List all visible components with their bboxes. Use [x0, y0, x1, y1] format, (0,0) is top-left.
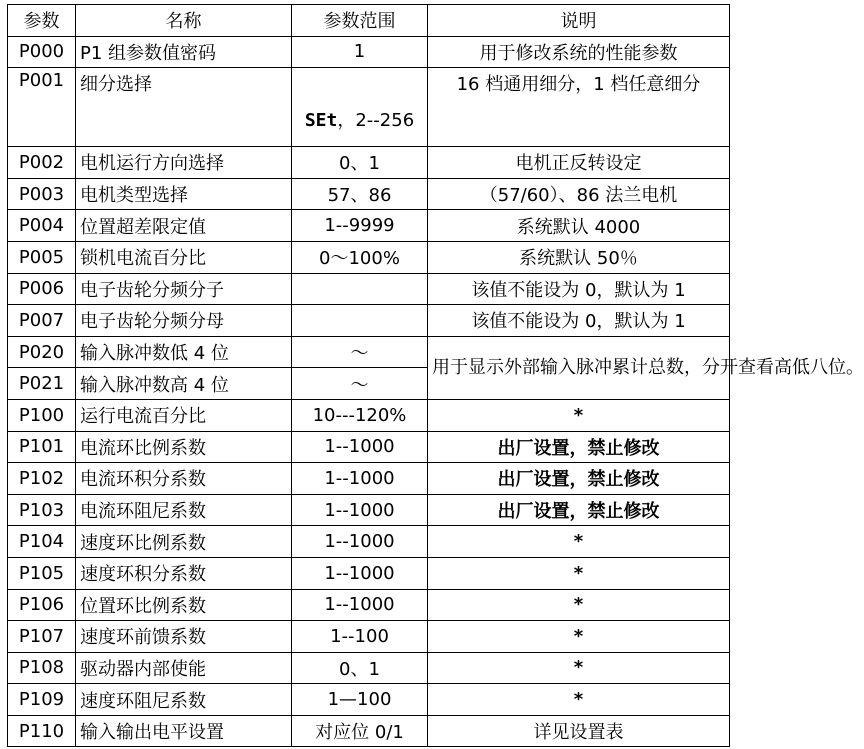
param-code: P109 — [8, 684, 76, 716]
param-code: P001 — [8, 68, 76, 147]
table-row — [8, 557, 730, 589]
table-row — [8, 715, 730, 747]
parameter-table — [7, 4, 864, 747]
param-range: 10---120% — [292, 399, 428, 431]
param-code: P020 — [8, 336, 76, 368]
param-range — [292, 68, 428, 147]
param-range: 57、86 — [292, 178, 428, 210]
table-row — [8, 178, 730, 210]
param-name: 速度环阻尼系数 — [76, 684, 292, 716]
table-row — [8, 399, 730, 431]
param-desc: 用于修改系统的性能参数 — [428, 36, 730, 68]
param-desc: 出厂设置，禁止修改 — [428, 431, 730, 463]
param-name: 运行电流百分比 — [76, 399, 292, 431]
table-row — [8, 431, 730, 463]
param-code: P107 — [8, 621, 76, 653]
param-name: 电机运行方向选择 — [76, 147, 292, 179]
param-range — [292, 273, 428, 305]
param-code: P108 — [8, 652, 76, 684]
param-range — [292, 305, 428, 337]
param-name: 位置环比例系数 — [76, 589, 292, 621]
param-desc: 出厂设置，禁止修改 — [428, 494, 730, 526]
param-name: 细分选择 — [76, 68, 292, 147]
param-code: P101 — [8, 431, 76, 463]
param-range: 1--1000 — [292, 494, 428, 526]
param-name: 输入脉冲数高 4 位 — [76, 368, 292, 400]
table-row — [8, 494, 730, 526]
header-code: 参数 — [8, 5, 76, 37]
param-range-set: SEt — [304, 110, 338, 132]
param-code: P110 — [8, 715, 76, 747]
param-desc: * — [428, 557, 730, 589]
param-desc: * — [428, 621, 730, 653]
table-row — [8, 621, 730, 653]
param-desc: 该值不能设为 0，默认为 1 — [428, 305, 730, 337]
param-code: P000 — [8, 36, 76, 68]
param-code: P021 — [8, 368, 76, 400]
param-name: 速度环积分系数 — [76, 557, 292, 589]
param-code: P106 — [8, 589, 76, 621]
param-code: P102 — [8, 463, 76, 495]
table-row — [8, 273, 730, 305]
header-desc: 说明 — [428, 5, 730, 37]
param-range: 1--1000 — [292, 431, 428, 463]
table-row — [8, 652, 730, 684]
param-name: 电子齿轮分频分子 — [76, 273, 292, 305]
param-desc: * — [428, 652, 730, 684]
param-code: P103 — [8, 494, 76, 526]
param-desc: 出厂设置，禁止修改 — [428, 463, 730, 495]
param-desc: 电机正反转设定 — [428, 147, 730, 179]
param-desc: * — [428, 526, 730, 558]
param-desc: （57/60）、86 法兰电机 — [428, 178, 730, 210]
param-desc: 该值不能设为 0，默认为 1 — [428, 273, 730, 305]
header-range: 参数范围 — [292, 5, 428, 37]
param-desc: 系统默认 50％ — [428, 241, 730, 273]
param-desc: * — [428, 399, 730, 431]
param-code: P002 — [8, 147, 76, 179]
param-desc: 16 档通用细分，1 档任意细分 — [428, 68, 730, 147]
param-code: P100 — [8, 399, 76, 431]
param-desc: 详见设置表 — [428, 715, 730, 747]
param-range: 对应位 0/1 — [292, 715, 428, 747]
param-name: P1 组参数值密码 — [76, 36, 292, 68]
param-name: 位置超差限定值 — [76, 210, 292, 242]
param-code: P006 — [8, 273, 76, 305]
param-name: 电流环阻尼系数 — [76, 494, 292, 526]
param-range: 1—100 — [292, 684, 428, 716]
table-row — [8, 463, 730, 495]
param-name: 电机类型选择 — [76, 178, 292, 210]
param-range: 1--1000 — [292, 526, 428, 558]
param-range: ～ — [292, 368, 428, 400]
param-name: 速度环比例系数 — [76, 526, 292, 558]
param-range-rest: ，2--256 — [337, 110, 415, 132]
param-code: P005 — [8, 241, 76, 273]
param-desc: * — [428, 589, 730, 621]
param-range: 1--1000 — [292, 557, 428, 589]
param-range: 1--9999 — [292, 210, 428, 242]
param-range: 0、1 — [292, 147, 428, 179]
table-row — [8, 684, 730, 716]
param-code: P105 — [8, 557, 76, 589]
param-desc: 系统默认 4000 — [428, 210, 730, 242]
param-range: 1--1000 — [292, 589, 428, 621]
header-row — [8, 5, 730, 37]
param-range: 1 — [292, 36, 428, 68]
table-row — [8, 68, 730, 147]
param-code: P003 — [8, 178, 76, 210]
table-row — [8, 589, 730, 621]
table-row — [8, 526, 730, 558]
header-name: 名称 — [76, 5, 292, 37]
param-code: P007 — [8, 305, 76, 337]
param-name: 锁机电流百分比 — [76, 241, 292, 273]
param-desc: * — [428, 684, 730, 716]
param-range: 1--100 — [292, 621, 428, 653]
table-row — [8, 210, 730, 242]
param-code: P004 — [8, 210, 76, 242]
table-row — [8, 36, 730, 68]
param-name: 输入输出电平设置 — [76, 715, 292, 747]
param-range: 0～100% — [292, 241, 428, 273]
param-range: 1--1000 — [292, 463, 428, 495]
param-name: 驱动器内部使能 — [76, 652, 292, 684]
table-row — [8, 336, 730, 368]
param-name: 电子齿轮分频分母 — [76, 305, 292, 337]
param-range: ～ — [292, 336, 428, 368]
param-desc-merged: 用于显示外部输入脉冲累计总数，分开查看高低八位。 — [428, 336, 730, 399]
table-row — [8, 241, 730, 273]
param-name: 输入脉冲数低 4 位 — [76, 336, 292, 368]
param-range: 0、1 — [292, 652, 428, 684]
table-row — [8, 147, 730, 179]
param-name: 电流环积分系数 — [76, 463, 292, 495]
param-name: 电流环比例系数 — [76, 431, 292, 463]
param-code: P104 — [8, 526, 76, 558]
table-row — [8, 305, 730, 337]
param-name: 速度环前馈系数 — [76, 621, 292, 653]
